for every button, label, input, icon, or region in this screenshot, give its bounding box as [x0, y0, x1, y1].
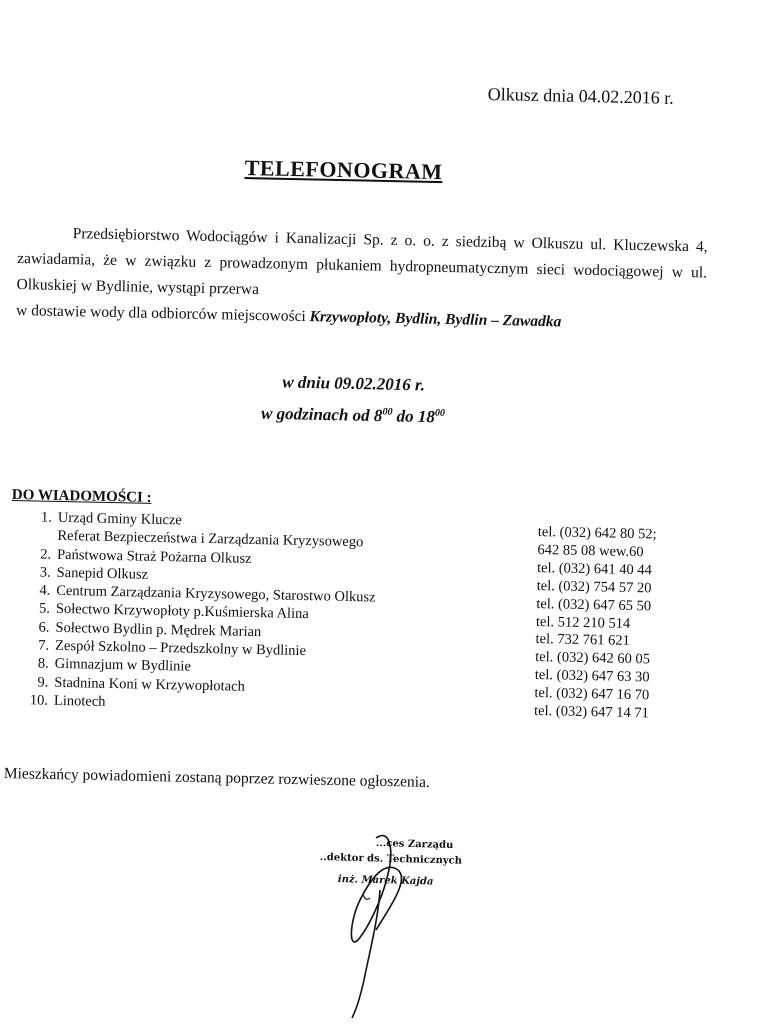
phone-number: tel. (032) 647 16 70	[534, 685, 650, 704]
phone-number: tel. (032) 647 65 50	[536, 595, 652, 615]
phone-list	[534, 524, 657, 723]
item-name: Centrum Zarządzania Kryzysowego, Starostwo Olkusz	[56, 583, 376, 606]
phone-number: tel. 732 761 621	[535, 631, 630, 650]
item-number: 2.	[39, 546, 52, 563]
item-number: 6.	[38, 619, 50, 636]
item-name: Sołectwo Krzywopłoty p.Kuśmierska Alina	[55, 601, 309, 623]
item-number: 5.	[38, 600, 51, 618]
phone-number: tel. (032) 647 63 30	[534, 667, 650, 686]
phone-number: tel. (032) 647 14 71	[533, 703, 650, 722]
phone-number: tel. (032) 754 57 20	[536, 577, 652, 597]
schedule-date: w dniu 09.02.2016 r.	[282, 372, 426, 395]
place-date: Olkusz dnia 04.02.2016 r.	[487, 84, 674, 108]
stamp-line-1: ...ces Zarządu	[375, 838, 454, 852]
stamp-line-2: ..dektor ds. Technicznych	[319, 852, 463, 867]
item-number: 3.	[39, 564, 51, 581]
notice-line-prefix: w dostawie wody dla odbiorców miejscowości	[15, 301, 306, 326]
item-name: Państwowa Straż Pożarna Olkusz	[56, 546, 252, 567]
handwritten-signature	[318, 830, 548, 1020]
list-item: Referat Bezpieczeństwa i Zarządzania Kryzysowego	[57, 528, 364, 551]
hours-mid: do 18	[392, 406, 436, 427]
item-number: 8.	[37, 655, 49, 673]
item-number: 4.	[39, 582, 51, 599]
item-number: 9.	[37, 674, 49, 691]
hours-to-minutes: 00	[434, 407, 446, 419]
item-number: 7.	[38, 637, 50, 654]
hours-prefix: w godzinach od 8	[260, 403, 383, 426]
schedule-hours	[261, 396, 446, 432]
phone-number: tel. (032) 642 60 05	[535, 649, 651, 668]
schedule	[261, 368, 446, 431]
item-number: 10.	[29, 692, 49, 709]
item-name: Zespół Szkolno – Przedszkolny w Bydlinie	[54, 637, 307, 660]
item-name: Sanepid Olkusz	[56, 564, 149, 583]
document-title: TELEFONOGRAM	[244, 155, 443, 185]
signature-stamp	[318, 830, 548, 1020]
item-number: 1.	[40, 509, 52, 526]
notice-body	[16, 220, 708, 338]
phone-number: 642 85 08 wew.60	[537, 541, 644, 561]
item-name: Urząd Gminy Klucze	[57, 509, 182, 529]
item-name: Linotech	[53, 692, 106, 710]
footer-note: Mieszkańcy powiadomieni zostaną poprzez rozwieszone ogłoszenia.	[3, 765, 431, 791]
phone-number: tel. (032) 641 40 44	[536, 559, 653, 579]
localities: Krzywopłoty, Bydlin, Bydlin – Zawadka	[309, 308, 562, 331]
item-name: Sołectwo Bydlin p. Mędrek Marian	[55, 619, 262, 640]
phone-number: tel. (032) 642 80 52;	[537, 524, 657, 543]
item-name: Gimnazjum w Bydlinie	[54, 656, 191, 676]
recipients-list	[14, 508, 488, 719]
recipients-heading: DO WIADOMOŚCI :	[11, 487, 152, 506]
hours-from-minutes: 00	[382, 406, 393, 418]
notice-intro: Przedsiębiorstwo Wodociągów i Kanalizacji Sp. z o. o. z siedzibą w Olkuszu ul. Kluczewska 4, zawiadamia, że w związku z prowadzonym płukaniem hydropneumatycznym sieci wodociągowej w ul. Olkuskiej w Bydlinie, wystąpi przerwa	[16, 225, 708, 299]
stamp-line-3: inż. Marek Kajda	[337, 874, 434, 888]
item-name: Stadnina Koni w Krzywopłotach	[54, 674, 245, 695]
phone-number: tel. 512 210 514	[535, 613, 631, 632]
